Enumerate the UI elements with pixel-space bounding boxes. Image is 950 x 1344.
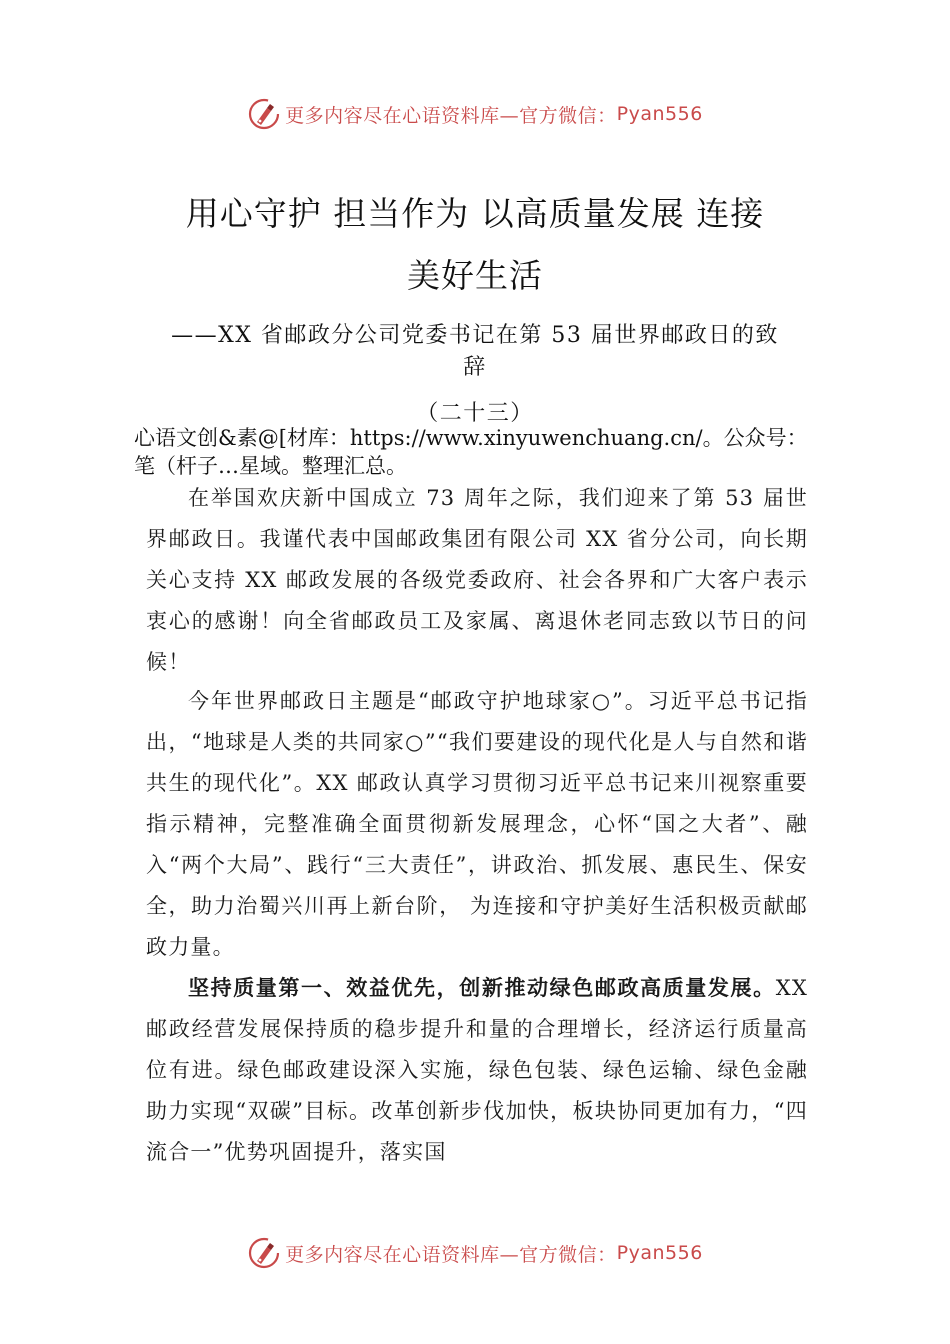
watermark-wechat-id: Pyan556 <box>616 103 703 125</box>
document-part-number: （二十三） <box>416 401 534 426</box>
document-subtitle-line1: ——XX 省邮政分公司党委书记在第 53 届世界邮政日的致 <box>171 323 779 348</box>
footer-watermark <box>0 1233 950 1273</box>
watermark-wechat-id: Pyan556 <box>616 1242 703 1264</box>
body-paragraph-2: 今年世界邮政日主题是“邮政守护地球家○”。习近平总书记指出，“地球是人类的共同家○”“我们要建设的现代化是人与自然和谐共生的现代化”。XX 邮政认真学习贯彻习近平总书记来川视察重要指示精神，完整准确全面贯彻新发展理念，心怀“国之大者”、融入“两个大局”、践行“三大责任”，讲政治、抓发展、惠民生、保安全，助力治蜀兴川再上新台阶， 为连接和守护美好生活积极贡献邮政力量。 <box>146 689 808 959</box>
document-title-line2: 美好生活 <box>407 256 543 295</box>
body-paragraph-1: 在举国欢庆新中国成立 73 周年之际，我们迎来了第 53 届世界邮政日。我谨代表中国邮政集团有限公司 XX 省分公司，向长期关心支持 XX 邮政发展的各级党委政府、社会各界和广大客户表示衷心的感谢！向全省邮政员工及家属、离退休老同志致以节日的问候！ <box>146 486 808 674</box>
paragraph-3-text: XX 邮政经营发展保持质的稳步提升和量的合理增长，经济运行质量高位有进。绿色邮政建设深入实施，绿色包装、绿色运输、绿色金融助力实现“双碳”目标。改革创新步伐加快，板块协同更加有力，“四流合一”优势巩固提升，落实国 <box>146 976 808 1164</box>
source-note: 心语文创&素@[材库：https://www.xinyuwenchuang.cn/。公众号：笔（杆子…星域。整理汇总。 <box>134 426 808 478</box>
watermark-text: 更多内容尽在心语资料库—官方微信： <box>285 104 617 127</box>
pen-nib-logo-icon <box>247 97 281 131</box>
paragraph-3-heading: 坚持质量第一、效益优先，创新推动绿色邮政高质量发展。 <box>188 976 776 1000</box>
body-paragraph-3 <box>146 968 808 1173</box>
watermark-text: 更多内容尽在心语资料库—官方微信： <box>285 1243 617 1266</box>
header-watermark <box>0 94 950 134</box>
document-title-line1: 用心守护 担当作为 以高质量发展 连接 <box>185 194 765 233</box>
document-subtitle-line2: 辞 <box>463 355 487 380</box>
pen-nib-logo-icon <box>247 1236 281 1270</box>
